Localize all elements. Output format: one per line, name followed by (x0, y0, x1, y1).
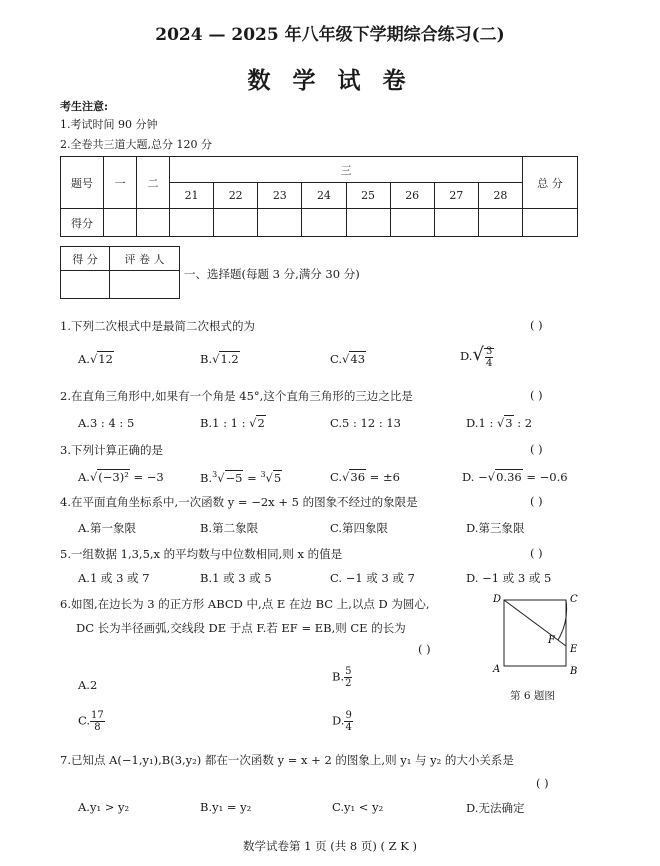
score-cell[interactable] (478, 209, 522, 237)
score-cell[interactable] (434, 209, 478, 237)
q4-option-d: D.第三象限 (466, 521, 525, 535)
grader-name-cell[interactable] (110, 271, 180, 299)
arc-cf (558, 600, 567, 640)
q3-option-c: C.√36 = ±6 (330, 470, 400, 484)
section-two-header: 二 (137, 157, 170, 209)
question-number-cell: 27 (434, 183, 478, 209)
notes-heading: 考生注意: (60, 100, 109, 113)
q4-option-c: C.第四象限 (330, 521, 389, 535)
q2-option-b: B.1 : 1 : √2 (200, 416, 265, 430)
score-cell[interactable] (390, 209, 434, 237)
answer-bracket[interactable]: ( ) (530, 494, 543, 508)
page-footer: 数学试卷第 1 页 (共 8 页) ( Z K ) (242, 839, 418, 853)
q1-option-a: A.√12 (78, 352, 113, 366)
score-cell[interactable] (302, 209, 346, 237)
q6-option-a: A.2 (78, 678, 98, 692)
section-one-header: 一 (104, 157, 137, 209)
label-e: E (570, 644, 578, 655)
score-cell[interactable] (137, 209, 170, 237)
q6-option-d: D. $\frac{9}{4}$ (332, 710, 352, 733)
q1-option-b: B.√1.2 (200, 352, 239, 366)
q5-option-d: D. −1 或 3 或 5 (466, 571, 552, 585)
row-label-question-number: 题号 (61, 157, 104, 209)
score-cell[interactable] (523, 209, 578, 237)
question-5-stem: 5.一组数据 1,3,5,x 的平均数与中位数相同,则 x 的值是 (60, 547, 343, 561)
answer-bracket[interactable]: ( ) (530, 442, 543, 456)
note-item: 1.考试时间 90 分钟 (60, 118, 158, 131)
q1-option-c: C.√43 (330, 352, 366, 366)
q6-option-c: C. $\frac{17}{8}$ (78, 710, 104, 733)
question-1-stem: 1.下列二次根式中是最简二次根式的为 (60, 319, 255, 333)
exam-header-title: 2024 — 2025 年八年级下学期综合练习(二) (155, 25, 505, 45)
grader-score-cell[interactable] (61, 271, 110, 299)
q2-option-d: D.1 : √3 : 2 (466, 416, 533, 430)
question-number-cell: 23 (258, 183, 302, 209)
score-cell[interactable] (104, 209, 137, 237)
question-3-stem: 3.下列计算正确的是 (60, 443, 163, 457)
answer-bracket[interactable]: ( ) (530, 318, 543, 332)
question-6-figure (488, 588, 584, 680)
question-2-stem: 2.在直角三角形中,如果有一个角是 45°,这个直角三角形的三边之比是 (60, 389, 413, 403)
question-number-cell: 26 (390, 183, 434, 209)
q4-option-a: A.第一象限 (78, 521, 136, 535)
q7-option-a: A.y₁ > y₂ (78, 800, 130, 814)
q7-option-b: B.y₁ = y₂ (200, 800, 252, 814)
row-label-score: 得分 (61, 209, 104, 237)
answer-bracket[interactable]: ( ) (536, 776, 549, 790)
answer-bracket[interactable]: ( ) (530, 546, 543, 560)
question-number-cell: 28 (478, 183, 522, 209)
note-item: 2.全卷共三道大题,总分 120 分 (60, 138, 212, 151)
grader-table (60, 246, 180, 299)
q6-option-b: B. $\frac{5}{2}$ (332, 666, 352, 689)
q1-option-d: D.√ $\frac{3}{4}$ (460, 344, 493, 369)
q5-option-b: B.1 或 3 或 5 (200, 571, 272, 585)
q3-option-a: A.√(−3)² = −3 (78, 470, 164, 484)
q7-option-c: C.y₁ < y₂ (332, 800, 384, 814)
square-abcd (504, 600, 566, 666)
question-4-stem: 4.在平面直角坐标系中,一次函数 y = −2x + 5 的图象不经过的象限是 (60, 495, 418, 509)
q2-option-a: A.3 : 4 : 5 (78, 416, 135, 430)
section-three-header: 三 (170, 157, 523, 183)
answer-bracket[interactable]: ( ) (530, 388, 543, 402)
section-one-heading: 一、选择题(每题 3 分,满分 30 分) (184, 267, 360, 281)
score-cell[interactable] (346, 209, 390, 237)
question-number-cell: 22 (214, 183, 258, 209)
q4-option-b: B.第二象限 (200, 521, 259, 535)
exam-subject-title: 数 学 试 卷 (247, 67, 413, 94)
grader-name-header: 评 卷 人 (110, 247, 180, 271)
figure-caption: 第 6 题图 (510, 690, 555, 702)
q7-option-d: D.无法确定 (466, 801, 525, 815)
total-score-header: 总 分 (523, 157, 578, 209)
q5-option-c: C. −1 或 3 或 7 (330, 571, 415, 585)
question-6-stem-line2: DC 长为半径画弧,交线段 DE 于点 F.若 EF = EB,则 CE 的长为 (76, 621, 406, 635)
q2-option-c: C.5 : 12 : 13 (330, 416, 401, 430)
question-6-stem-line1: 6.如图,在边长为 3 的正方形 ABCD 中,点 E 在边 BC 上,以点 D 为圆心, (60, 597, 430, 611)
score-table (60, 156, 578, 237)
label-c: C (570, 594, 578, 605)
score-cell[interactable] (214, 209, 258, 237)
question-number-cell: 25 (346, 183, 390, 209)
q3-option-b: B.$^3$√−5 = $^3$√5 (200, 470, 282, 485)
q3-option-d: D. −√0.36 = −0.6 (462, 470, 568, 484)
question-number-cell: 21 (170, 183, 214, 209)
label-a: A (493, 664, 501, 675)
q5-option-a: A.1 或 3 或 7 (78, 571, 150, 585)
score-cell[interactable] (258, 209, 302, 237)
answer-bracket[interactable]: ( ) (418, 642, 431, 656)
label-d: D (493, 594, 502, 605)
label-b: B (570, 666, 578, 677)
label-f: F (548, 635, 555, 646)
segment-de (504, 600, 566, 646)
score-cell[interactable] (170, 209, 214, 237)
grader-score-header: 得 分 (61, 247, 110, 271)
question-7-stem: 7.已知点 A(−1,y₁),B(3,y₂) 都在一次函数 y = x + 2 的图象上,则 y₁ 与 y₂ 的大小关系是 (60, 753, 514, 767)
question-number-cell: 24 (302, 183, 346, 209)
